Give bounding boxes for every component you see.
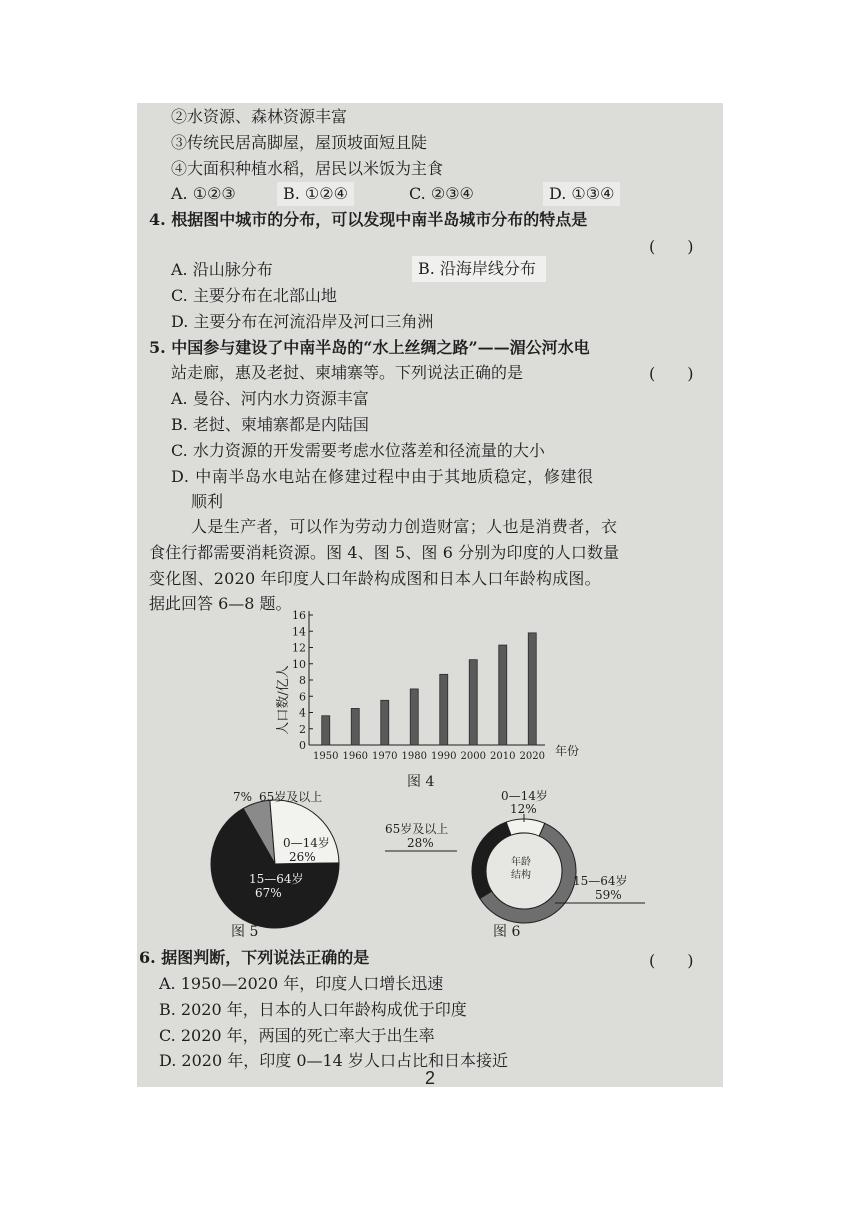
y-tick-label: 8: [299, 674, 306, 687]
option-3: ③传统民居高脚屋，屋顶坡面短且陡: [171, 133, 428, 152]
q4-option-d: D. 主要分布在河流沿岸及河口三角洲: [171, 312, 434, 331]
bar-1980: [410, 689, 418, 745]
x-tick-label: 2000: [460, 751, 486, 762]
pie6-center-label-1: 年龄: [511, 857, 531, 868]
bar-1990: [440, 674, 448, 745]
y-axis-label: 人口数/亿人: [276, 665, 291, 735]
y-tick-label: 16: [292, 609, 306, 622]
pie6-label-65plus: 65岁及以上: [385, 822, 449, 836]
x-tick-label: 2010: [490, 751, 516, 762]
bar-1960: [351, 708, 359, 745]
q5-stem-line1: 5. 中国参与建设了中南半岛的“水上丝绸之路”——湄公河水电: [149, 338, 590, 357]
bar-2020: [528, 633, 536, 745]
answer-b: B. ①②④: [277, 182, 354, 206]
figure-6-donut-chart: [377, 789, 667, 939]
q5-option-a: A. 曼谷、河内水力资源丰富: [171, 389, 369, 408]
q4-option-c: C. 主要分布在北部山地: [171, 286, 337, 305]
x-axis-label: 年份: [555, 744, 580, 758]
figure-6-caption: 图 6: [493, 924, 521, 940]
passage-line1: 人是生产者，可以作为劳动力创造财富；人也是消费者，衣: [191, 517, 618, 536]
pie6-label-15-64: 15—64岁: [573, 874, 628, 888]
y-tick-label: 12: [292, 641, 306, 655]
bar-2000: [469, 660, 477, 745]
answer-d: D. ①③④: [543, 182, 620, 206]
x-tick-label: 1970: [372, 751, 398, 762]
passage-line2: 食住行都需要消耗资源。图 4、图 5、图 6 分别为印度的人口数量: [149, 543, 620, 562]
figure-5-caption: 图 5: [231, 924, 259, 940]
pie5-label-15-64: 15—64岁: [249, 872, 304, 886]
page-number: 2: [424, 1068, 435, 1088]
q4-stem: 4. 根据图中城市的分布，可以发现中南半岛城市分布的特点是: [149, 210, 588, 229]
q6-option-c: C. 2020 年，两国的死亡率大于出生率: [159, 1026, 435, 1045]
x-tick-label: 1990: [431, 751, 457, 762]
y-tick-label: 6: [299, 690, 306, 704]
pie6-center-label-2: 结构: [511, 870, 531, 881]
x-tick-label: 2020: [519, 751, 545, 762]
bar-1950: [322, 716, 330, 745]
pie5-label-65plus-pct: 7%: [233, 790, 253, 804]
y-tick-label: 2: [299, 722, 306, 736]
x-tick-label: 1950: [313, 751, 339, 762]
pie5-label-65plus: 65岁及以上: [259, 790, 323, 804]
answer-c: C. ②③④: [409, 184, 474, 203]
pie6-label-0-14: 0—14岁: [501, 789, 548, 803]
q4-answer-paren: ( ): [649, 237, 694, 256]
pie5-label-0-14: 0—14岁: [283, 836, 330, 850]
q4-option-b: B. 沿海岸线分布: [412, 256, 546, 282]
q6-option-b: B. 2020 年，日本的人口年龄构成优于印度: [159, 1000, 467, 1019]
q5-option-d-line2: 顺利: [191, 492, 224, 511]
pie6-label-0-14-pct: 12%: [510, 802, 537, 816]
q5-answer-paren: ( ): [649, 364, 694, 383]
passage-line4: 据此回答 6—8 题。: [149, 594, 292, 613]
q6-option-d: D. 2020 年，印度 0—14 岁人口占比和日本接近: [159, 1051, 508, 1070]
q4-option-a: A. 沿山脉分布: [171, 260, 273, 279]
x-tick-label: 1960: [342, 751, 368, 762]
q5-option-d-line1: D. 中南半岛水电站在修建过程中由于其地质稳定，修建很: [171, 467, 594, 486]
figure-5-pie-chart: [197, 789, 357, 934]
bar-2010: [499, 645, 507, 745]
x-tick-label: 1980: [401, 751, 427, 762]
q5-option-b: B. 老挝、柬埔寨都是内陆国: [171, 415, 369, 434]
y-tick-label: 0: [299, 739, 306, 752]
pie6-label-65plus-pct: 28%: [407, 836, 434, 850]
q5-stem-line2: 站走廊，惠及老挝、柬埔寨等。下列说法正确的是: [171, 363, 524, 382]
q6-stem: 6. 据图判断，下列说法正确的是: [139, 948, 370, 967]
bar-1970: [381, 700, 389, 745]
answer-a: A. ①②③: [171, 184, 236, 203]
pie5-label-0-14-pct: 26%: [289, 850, 316, 864]
passage-line3: 变化图、2020 年印度人口年龄构成图和日本人口年龄构成图。: [149, 569, 601, 588]
y-tick-label: 14: [292, 625, 306, 639]
pie5-label-15-64-pct: 67%: [255, 886, 282, 900]
y-tick-label: 10: [292, 657, 306, 671]
figure-4-caption: 图 4: [407, 774, 435, 790]
pie6-label-15-64-pct: 59%: [595, 888, 622, 902]
option-4: ④大面积种植水稻，居民以米饭为主食: [171, 159, 444, 178]
q5-option-c: C. 水力资源的开发需要考虑水位落差和径流量的大小: [171, 441, 545, 460]
scanned-page: [137, 103, 723, 1087]
option-2: ②水资源、森林资源丰富: [171, 107, 348, 126]
q6-option-a: A. 1950—2020 年，印度人口增长迅速: [159, 974, 444, 993]
q6-answer-paren: ( ): [649, 951, 694, 970]
y-tick-label: 4: [299, 706, 306, 720]
